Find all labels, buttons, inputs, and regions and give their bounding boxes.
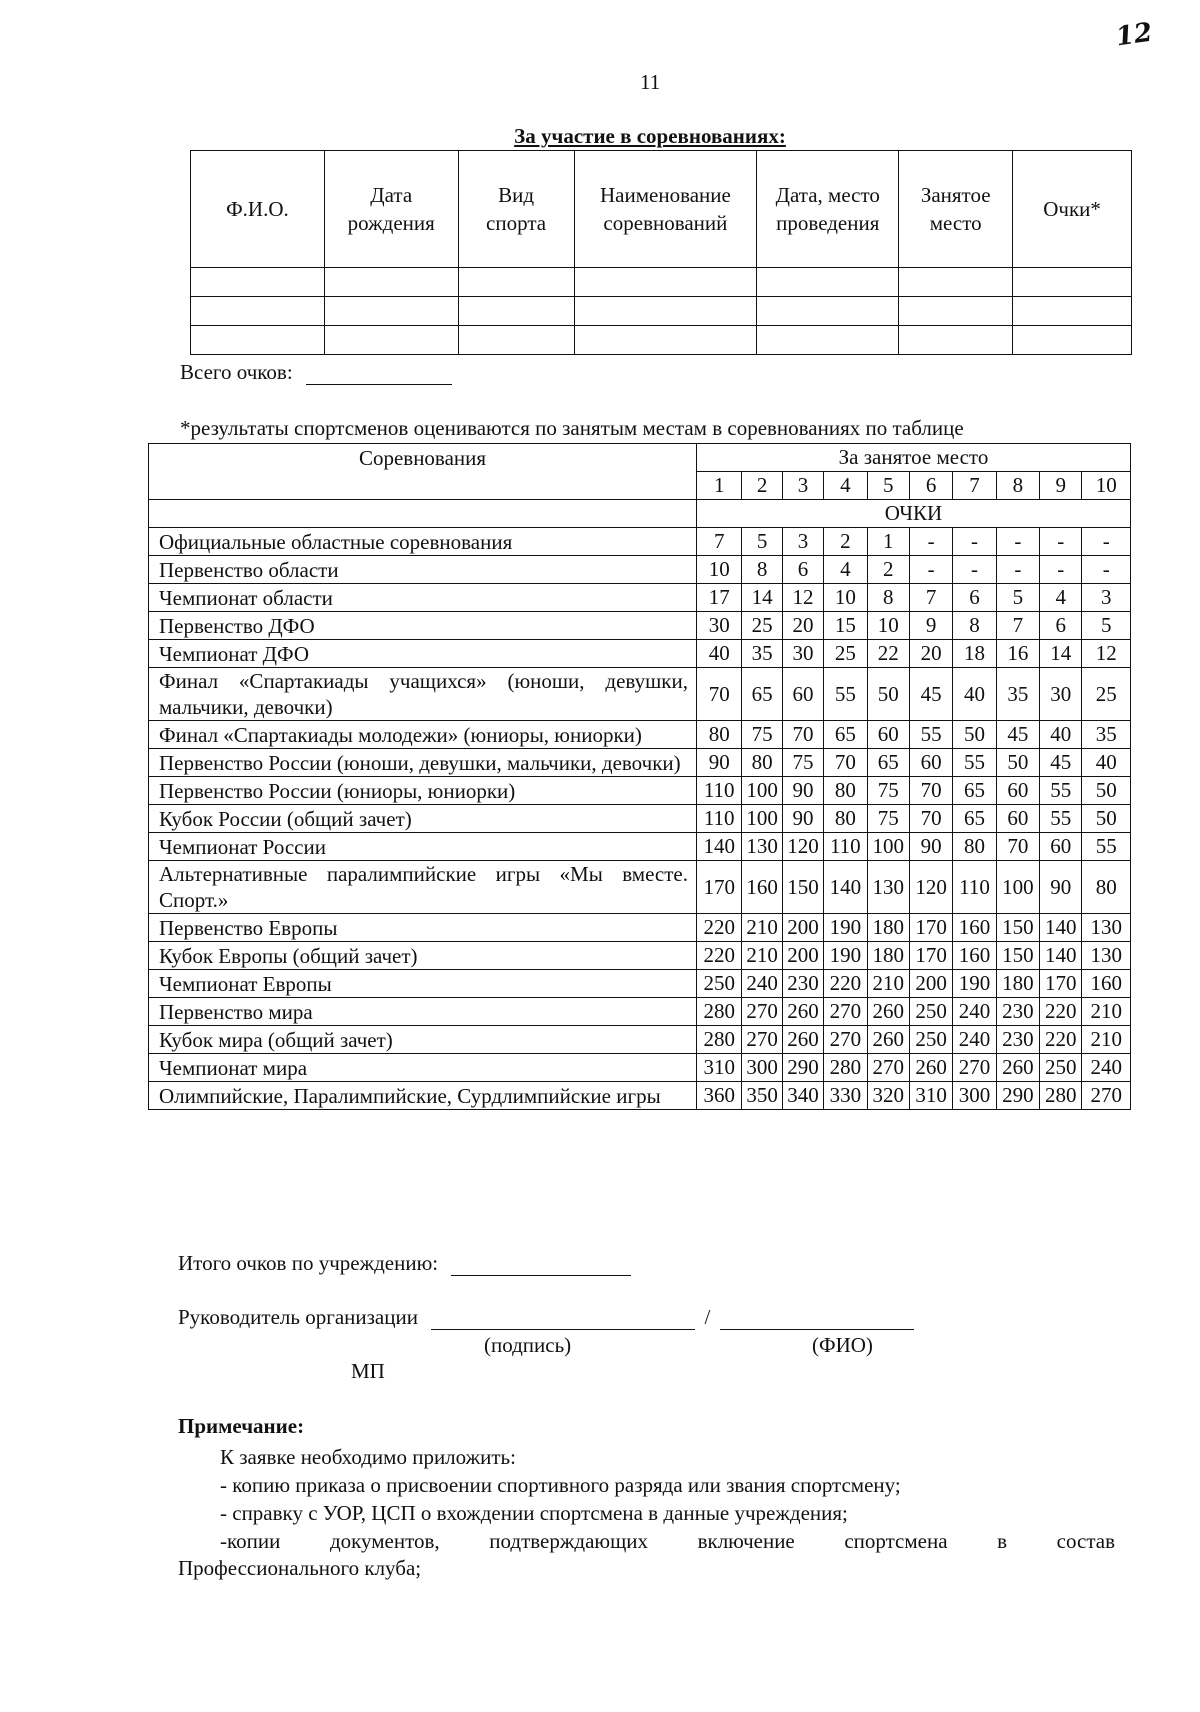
- points-cell: 160: [742, 861, 782, 914]
- points-cell: 100: [742, 805, 782, 833]
- place-number: 8: [996, 472, 1039, 500]
- competition-row: [149, 528, 1131, 556]
- points-cell: 280: [1040, 1082, 1082, 1110]
- points-cell: 140: [824, 861, 867, 914]
- points-cell: 7: [696, 528, 741, 556]
- points-cell: 18: [953, 640, 996, 668]
- note-intro: К заявке необходимо приложить:: [220, 1445, 516, 1469]
- competition-name: Кубок Европы (общий зачет): [149, 942, 697, 970]
- points-cell: 360: [696, 1082, 741, 1110]
- points-cell: 35: [742, 640, 782, 668]
- place-header: За занятое место: [696, 444, 1130, 472]
- points-cell: -: [1082, 528, 1131, 556]
- points-cell: 250: [909, 1026, 952, 1054]
- place-number: 6: [909, 472, 952, 500]
- points-cell: 280: [824, 1054, 867, 1082]
- points-cell: 100: [742, 777, 782, 805]
- points-cell: 55: [953, 749, 996, 777]
- points-cell: 210: [1082, 998, 1131, 1026]
- points-cell: 90: [696, 749, 741, 777]
- points-cell: -: [1040, 556, 1082, 584]
- points-cell: 310: [909, 1082, 952, 1110]
- points-cell: 150: [996, 914, 1039, 942]
- points-cell: 2: [867, 556, 909, 584]
- points-cell: 270: [953, 1054, 996, 1082]
- participation-empty-row: [191, 268, 1132, 297]
- points-cell: 190: [824, 942, 867, 970]
- points-cell: -: [996, 556, 1039, 584]
- points-cell: 130: [1082, 914, 1131, 942]
- points-cell: 30: [696, 612, 741, 640]
- place-number: 2: [742, 472, 782, 500]
- points-cell: 210: [742, 914, 782, 942]
- total-points-line: [180, 360, 452, 385]
- points-cell: 90: [909, 833, 952, 861]
- points-cell: 6: [1040, 612, 1082, 640]
- points-cell: 45: [1040, 749, 1082, 777]
- points-cell: 65: [824, 721, 867, 749]
- points-cell: 160: [1082, 970, 1131, 998]
- participation-header-cell: Очки*: [1013, 151, 1132, 268]
- points-cell: 40: [696, 640, 741, 668]
- points-cell: 200: [782, 914, 823, 942]
- points-cell: 17: [696, 584, 741, 612]
- name-caption: (ФИО): [812, 1333, 873, 1357]
- points-cell: 110: [824, 833, 867, 861]
- points-cell: 75: [742, 721, 782, 749]
- points-cell: 180: [996, 970, 1039, 998]
- competition-name: Первенство России (юноши, девушки, мальчики, девочки): [149, 749, 697, 777]
- points-cell: 350: [742, 1082, 782, 1110]
- competitions-header: Соревнования: [149, 444, 697, 500]
- points-cell: 290: [782, 1054, 823, 1082]
- participation-header-cell: Вид спорта: [458, 151, 574, 268]
- points-cell: 170: [909, 942, 952, 970]
- points-cell: 20: [909, 640, 952, 668]
- points-cell: 80: [1082, 861, 1131, 914]
- points-cell: 260: [782, 998, 823, 1026]
- points-cell: 270: [742, 998, 782, 1026]
- points-cell: 55: [1040, 805, 1082, 833]
- handwritten-page-mark: 12: [1114, 17, 1155, 53]
- participation-header-cell: Ф.И.О.: [191, 151, 325, 268]
- competition-row: [149, 721, 1131, 749]
- participation-header-cell: Занятое место: [899, 151, 1013, 268]
- points-cell: 75: [867, 805, 909, 833]
- points-cell: 45: [996, 721, 1039, 749]
- points-cell: 40: [1040, 721, 1082, 749]
- competition-name: Первенство России (юниоры, юниорки): [149, 777, 697, 805]
- points-cell: 50: [996, 749, 1039, 777]
- points-header-blank: [149, 500, 697, 528]
- points-cell: 75: [867, 777, 909, 805]
- points-cell: 130: [1082, 942, 1131, 970]
- points-cell: 10: [824, 584, 867, 612]
- points-cell: 270: [1082, 1082, 1131, 1110]
- points-cell: 100: [867, 833, 909, 861]
- note-item: -копии документов, подтверждающих включение спортсмена в состав: [220, 1529, 1115, 1553]
- points-cell: 5: [996, 584, 1039, 612]
- participation-empty-row: [191, 326, 1132, 355]
- competition-name: Кубок России (общий зачет): [149, 805, 697, 833]
- points-cell: 230: [782, 970, 823, 998]
- competition-name: Альтернативные паралимпийские игры «Мы вместе. Спорт.»: [149, 861, 697, 914]
- points-cell: 240: [1082, 1054, 1131, 1082]
- points-header-row-1: [149, 444, 1131, 472]
- points-cell: 240: [953, 1026, 996, 1054]
- points-cell: 5: [1082, 612, 1131, 640]
- points-cell: 280: [696, 1026, 741, 1054]
- place-number: 4: [824, 472, 867, 500]
- points-cell: 3: [782, 528, 823, 556]
- points-cell: 65: [953, 777, 996, 805]
- points-cell: 300: [953, 1082, 996, 1110]
- points-cell: 8: [742, 556, 782, 584]
- points-cell: 40: [1082, 749, 1131, 777]
- points-cell: 180: [867, 942, 909, 970]
- points-cell: 70: [782, 721, 823, 749]
- points-header: ОЧКИ: [696, 500, 1130, 528]
- points-cell: 45: [909, 668, 952, 721]
- points-cell: 200: [782, 942, 823, 970]
- participation-header-cell: Дата, место проведения: [757, 151, 899, 268]
- points-cell: 110: [953, 861, 996, 914]
- points-cell: 15: [824, 612, 867, 640]
- competition-name: Первенство ДФО: [149, 612, 697, 640]
- points-cell: -: [953, 556, 996, 584]
- participation-header-row: [191, 151, 1132, 268]
- total-points-blank: [306, 364, 452, 385]
- points-cell: 140: [1040, 942, 1082, 970]
- points-cell: 5: [742, 528, 782, 556]
- scoring-footnote: *результаты спортсменов оцениваются по занятым местам в соревнованиях по таблице: [180, 416, 964, 440]
- points-cell: 340: [782, 1082, 823, 1110]
- points-cell: -: [909, 528, 952, 556]
- points-cell: 6: [953, 584, 996, 612]
- place-number: 1: [696, 472, 741, 500]
- points-cell: 70: [996, 833, 1039, 861]
- competition-row: [149, 805, 1131, 833]
- competition-name: Чемпионат ДФО: [149, 640, 697, 668]
- competition-row: [149, 998, 1131, 1026]
- points-cell: 240: [953, 998, 996, 1026]
- points-cell: 270: [742, 1026, 782, 1054]
- section-heading: За участие в соревнованиях:: [514, 124, 786, 148]
- competition-row: [149, 1054, 1131, 1082]
- note-item-continuation: Профессионального клуба;: [178, 1556, 422, 1580]
- points-cell: 240: [742, 970, 782, 998]
- points-cell: 35: [1082, 721, 1131, 749]
- points-cell: 130: [867, 861, 909, 914]
- name-blank: [720, 1309, 914, 1330]
- competition-row: [149, 777, 1131, 805]
- points-cell: 270: [867, 1054, 909, 1082]
- points-cell: -: [953, 528, 996, 556]
- total-points-label: Всего очков:: [180, 360, 293, 384]
- points-cell: 35: [996, 668, 1039, 721]
- place-number: 5: [867, 472, 909, 500]
- points-cell: 90: [782, 805, 823, 833]
- competition-row: [149, 584, 1131, 612]
- points-cell: 25: [1082, 668, 1131, 721]
- points-cell: 12: [1082, 640, 1131, 668]
- points-table: [148, 443, 1131, 1110]
- points-cell: 14: [742, 584, 782, 612]
- points-cell: 70: [909, 777, 952, 805]
- competition-row: [149, 970, 1131, 998]
- points-cell: 60: [867, 721, 909, 749]
- points-cell: 60: [996, 805, 1039, 833]
- points-cell: 120: [909, 861, 952, 914]
- competition-name: Финал «Спартакиады учащихся» (юноши, девушки, мальчики, девочки): [149, 668, 697, 721]
- points-cell: 4: [824, 556, 867, 584]
- points-cell: 170: [909, 914, 952, 942]
- competition-row: [149, 749, 1131, 777]
- competition-row: [149, 1026, 1131, 1054]
- points-cell: 180: [867, 914, 909, 942]
- points-cell: 310: [696, 1054, 741, 1082]
- points-cell: 90: [1040, 861, 1082, 914]
- competition-name: Чемпионат области: [149, 584, 697, 612]
- points-cell: 50: [1082, 805, 1131, 833]
- points-cell: 250: [1040, 1054, 1082, 1082]
- points-cell: 220: [1040, 998, 1082, 1026]
- competition-row: [149, 1082, 1131, 1110]
- points-cell: 220: [696, 914, 741, 942]
- participation-header-cell: Дата рождения: [324, 151, 458, 268]
- points-cell: 250: [909, 998, 952, 1026]
- points-cell: 210: [867, 970, 909, 998]
- points-cell: 60: [909, 749, 952, 777]
- seal-mark: МП: [351, 1359, 385, 1383]
- points-cell: -: [996, 528, 1039, 556]
- points-cell: -: [909, 556, 952, 584]
- points-cell: 25: [742, 612, 782, 640]
- points-cell: 60: [996, 777, 1039, 805]
- points-cell: 10: [867, 612, 909, 640]
- points-cell: 50: [1082, 777, 1131, 805]
- points-cell: 210: [1082, 1026, 1131, 1054]
- points-cell: 70: [824, 749, 867, 777]
- competition-name: Кубок мира (общий зачет): [149, 1026, 697, 1054]
- points-cell: 6: [782, 556, 823, 584]
- signature-blank: [431, 1309, 695, 1330]
- institution-total-blank: [451, 1255, 631, 1276]
- points-cell: 270: [824, 1026, 867, 1054]
- points-cell: 160: [953, 942, 996, 970]
- competition-row: [149, 668, 1131, 721]
- points-cell: 250: [696, 970, 741, 998]
- competition-name: Финал «Спартакиады молодежи» (юниоры, юниорки): [149, 721, 697, 749]
- signature-label: Руководитель организации: [178, 1305, 418, 1329]
- points-cell: 70: [909, 805, 952, 833]
- competition-row: [149, 556, 1131, 584]
- points-cell: 40: [953, 668, 996, 721]
- place-number: 10: [1082, 472, 1131, 500]
- competition-row: [149, 942, 1131, 970]
- points-cell: 30: [782, 640, 823, 668]
- points-header-row-2: [149, 500, 1131, 528]
- points-cell: 70: [696, 668, 741, 721]
- points-cell: 1: [867, 528, 909, 556]
- competition-row: [149, 833, 1131, 861]
- points-cell: 260: [867, 998, 909, 1026]
- points-cell: 60: [1040, 833, 1082, 861]
- points-cell: 220: [696, 942, 741, 970]
- points-cell: 110: [696, 805, 741, 833]
- points-cell: 75: [782, 749, 823, 777]
- points-cell: 25: [824, 640, 867, 668]
- competition-name: Чемпионат Европы: [149, 970, 697, 998]
- points-cell: 220: [1040, 1026, 1082, 1054]
- points-cell: 16: [996, 640, 1039, 668]
- signature-caption: (подпись): [484, 1333, 572, 1357]
- points-cell: 12: [782, 584, 823, 612]
- points-cell: 90: [782, 777, 823, 805]
- competition-row: [149, 914, 1131, 942]
- participation-header-cell: Наименование соревнований: [574, 151, 757, 268]
- points-cell: 260: [782, 1026, 823, 1054]
- points-cell: 20: [782, 612, 823, 640]
- points-cell: 190: [953, 970, 996, 998]
- points-cell: 190: [824, 914, 867, 942]
- note-item: - копию приказа о присвоении спортивного разряда или звания спортсмену;: [220, 1473, 901, 1497]
- points-cell: 330: [824, 1082, 867, 1110]
- points-cell: 160: [953, 914, 996, 942]
- points-cell: 55: [909, 721, 952, 749]
- points-cell: 320: [867, 1082, 909, 1110]
- points-cell: -: [1082, 556, 1131, 584]
- page-number: 11: [640, 70, 661, 94]
- points-cell: 3: [1082, 584, 1131, 612]
- points-cell: 8: [953, 612, 996, 640]
- points-cell: 7: [909, 584, 952, 612]
- competition-name: Первенство Европы: [149, 914, 697, 942]
- points-cell: 60: [782, 668, 823, 721]
- participation-table: [190, 150, 1132, 355]
- points-cell: 170: [1040, 970, 1082, 998]
- points-cell: 65: [867, 749, 909, 777]
- points-cell: 10: [696, 556, 741, 584]
- points-cell: 80: [824, 805, 867, 833]
- institution-total-label: Итого очков по учреждению:: [178, 1251, 439, 1275]
- points-cell: 80: [824, 777, 867, 805]
- points-cell: 110: [696, 777, 741, 805]
- points-cell: 65: [953, 805, 996, 833]
- points-cell: 50: [953, 721, 996, 749]
- competition-name: Официальные областные соревнования: [149, 528, 697, 556]
- competition-row: [149, 861, 1131, 914]
- points-cell: 100: [996, 861, 1039, 914]
- points-cell: 2: [824, 528, 867, 556]
- points-cell: 200: [909, 970, 952, 998]
- note-heading: Примечание:: [178, 1414, 305, 1438]
- points-cell: 55: [1040, 777, 1082, 805]
- competition-name: Чемпионат мира: [149, 1054, 697, 1082]
- points-cell: 22: [867, 640, 909, 668]
- points-cell: 120: [782, 833, 823, 861]
- points-cell: 80: [742, 749, 782, 777]
- competition-row: [149, 612, 1131, 640]
- place-number: 7: [953, 472, 996, 500]
- points-cell: 230: [996, 998, 1039, 1026]
- points-cell: 260: [996, 1054, 1039, 1082]
- points-cell: 30: [1040, 668, 1082, 721]
- points-cell: 65: [742, 668, 782, 721]
- points-cell: 230: [996, 1026, 1039, 1054]
- competition-name: Первенство мира: [149, 998, 697, 1026]
- competition-name: Чемпионат России: [149, 833, 697, 861]
- points-cell: 7: [996, 612, 1039, 640]
- points-cell: 55: [824, 668, 867, 721]
- institution-total-line: [178, 1251, 631, 1276]
- points-cell: 14: [1040, 640, 1082, 668]
- points-cell: 130: [742, 833, 782, 861]
- points-cell: 290: [996, 1082, 1039, 1110]
- points-cell: -: [1040, 528, 1082, 556]
- signature-separator: /: [704, 1305, 711, 1329]
- participation-empty-row: [191, 297, 1132, 326]
- place-number: 3: [782, 472, 823, 500]
- points-cell: 260: [867, 1026, 909, 1054]
- note-item: - справку с УОР, ЦСП о вхождении спортсмена в данные учреждения;: [220, 1501, 848, 1525]
- competition-name: Олимпийские, Паралимпийские, Сурдлимпийские игры: [149, 1082, 697, 1110]
- points-cell: 150: [782, 861, 823, 914]
- points-cell: 80: [953, 833, 996, 861]
- points-cell: 8: [867, 584, 909, 612]
- points-cell: 4: [1040, 584, 1082, 612]
- points-cell: 170: [696, 861, 741, 914]
- points-cell: 300: [742, 1054, 782, 1082]
- points-cell: 150: [996, 942, 1039, 970]
- points-cell: 80: [696, 721, 741, 749]
- points-cell: 260: [909, 1054, 952, 1082]
- signature-line: [178, 1305, 914, 1330]
- place-number: 9: [1040, 472, 1082, 500]
- points-cell: 140: [1040, 914, 1082, 942]
- points-cell: 55: [1082, 833, 1131, 861]
- points-cell: 220: [824, 970, 867, 998]
- competition-name: Первенство области: [149, 556, 697, 584]
- competition-row: [149, 640, 1131, 668]
- points-cell: 270: [824, 998, 867, 1026]
- points-cell: 50: [867, 668, 909, 721]
- points-cell: 140: [696, 833, 741, 861]
- points-cell: 9: [909, 612, 952, 640]
- points-cell: 210: [742, 942, 782, 970]
- points-cell: 280: [696, 998, 741, 1026]
